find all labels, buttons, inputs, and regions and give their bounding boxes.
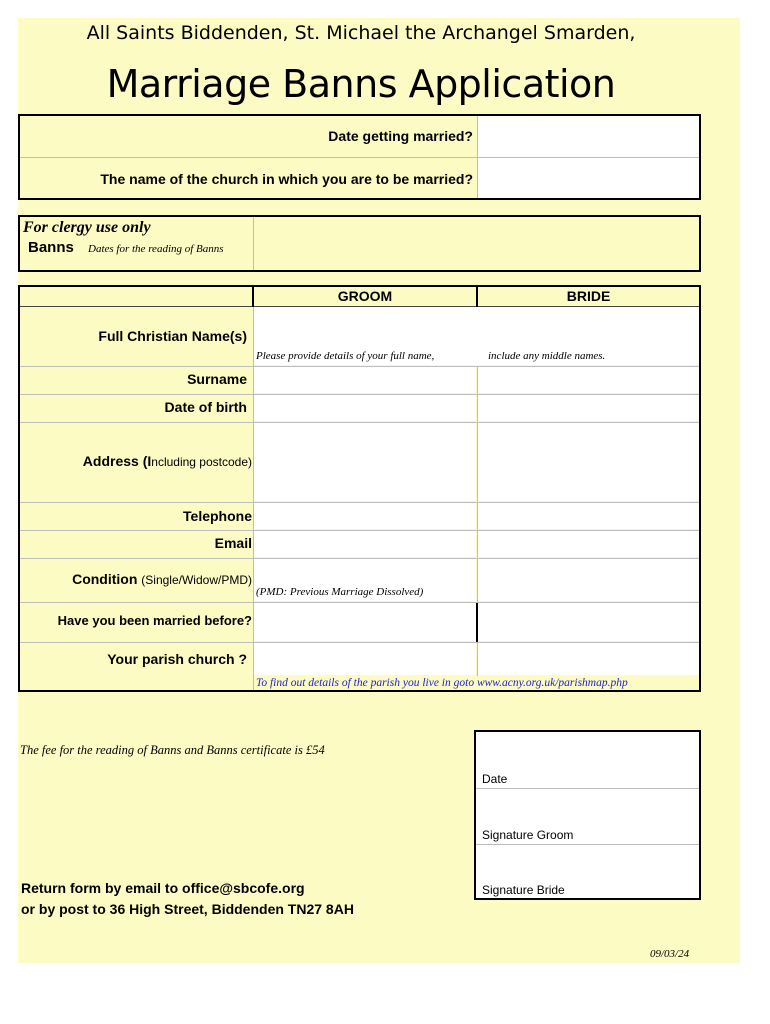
church-name-field[interactable] [478, 158, 699, 198]
parishes-heading: All Saints Biddenden, St. Michael the Archangel Smarden, [86, 22, 636, 44]
clergy-box [18, 215, 701, 272]
telephone-label: Telephone [183, 508, 252, 524]
banns-label: Banns [28, 239, 74, 256]
divider [20, 157, 699, 158]
divider [20, 422, 699, 423]
bride-parish-field[interactable] [478, 643, 699, 675]
clergy-heading: For clergy use only [23, 219, 151, 236]
address-label-detail: ncluding postcode) [151, 455, 252, 469]
bride-address-field[interactable] [478, 423, 699, 501]
bride-signature-label: Signature Bride [482, 883, 565, 897]
condition-label-detail: (Single/Widow/PMD) [141, 573, 252, 587]
condition-label-main: Condition [72, 571, 138, 587]
date-married-label: Date getting married? [328, 128, 473, 144]
divider [20, 530, 699, 531]
divider [20, 394, 699, 395]
divider [20, 502, 699, 503]
date-sign-field[interactable] [476, 732, 699, 787]
groom-email-field[interactable] [254, 531, 476, 557]
fee-text: The fee for the reading of Banns and Banns certificate is £54 [20, 743, 325, 757]
bride-surname-field[interactable] [478, 367, 699, 393]
surname-label: Surname [187, 371, 247, 387]
married-before-label: Have you been married before? [57, 613, 252, 628]
divider [253, 307, 254, 690]
date-sign-label: Date [482, 772, 508, 786]
signature-box [474, 730, 701, 900]
applicant-table [18, 285, 701, 692]
page-title: Marriage Banns Application [106, 62, 616, 106]
parish-label: Your parish church ? [107, 651, 247, 667]
bride-header: BRIDE [566, 288, 611, 304]
groom-signature-label: Signature Groom [482, 828, 574, 842]
bride-condition-field[interactable] [478, 559, 699, 601]
groom-address-field[interactable] [254, 423, 476, 501]
divider [20, 366, 699, 367]
version-date: 09/03/24 [650, 948, 690, 960]
groom-married-before-field[interactable] [254, 603, 476, 641]
full-name-label: Full Christian Name(s) [98, 328, 247, 344]
parish-map-link[interactable]: To find out details of the parish you live in goto www.acny.org.uk/parishmap.php [256, 677, 628, 689]
church-name-label: The name of the church in which you are to be married? [100, 171, 473, 187]
divider [20, 558, 699, 559]
divider [476, 287, 478, 307]
divider [20, 642, 699, 643]
divider [477, 116, 478, 198]
return-email: Return form by email to office@sbcofe.org [21, 880, 305, 896]
bride-dob-field[interactable] [478, 395, 699, 421]
address-label-main: Address (I [82, 453, 152, 469]
date-married-field[interactable] [478, 116, 699, 157]
bride-email-field[interactable] [478, 531, 699, 557]
condition-hint: (PMD: Previous Marriage Dissolved) [256, 586, 424, 598]
groom-telephone-field[interactable] [254, 503, 476, 529]
groom-dob-field[interactable] [254, 395, 476, 421]
dob-label: Date of birth [164, 399, 247, 415]
wedding-details-box [18, 114, 701, 200]
return-info [21, 878, 354, 920]
full-name-hint: Please provide details of your full name, [256, 350, 435, 362]
groom-surname-field[interactable] [254, 367, 476, 393]
address-label [83, 453, 252, 469]
bride-married-before-field[interactable] [478, 603, 699, 641]
bride-telephone-field[interactable] [478, 503, 699, 529]
groom-parish-field[interactable] [254, 643, 476, 675]
divider [252, 287, 254, 307]
middle-name-hint: include any middle names. [488, 350, 606, 362]
condition-label [72, 571, 252, 587]
divider [20, 602, 699, 603]
form-page [18, 18, 740, 963]
banns-note: Dates for the reading of Banns [88, 243, 224, 255]
email-label: Email [214, 535, 252, 551]
banns-dates-field[interactable] [254, 217, 699, 270]
return-post: or by post to 36 High Street, Biddenden TN27 8AH [21, 901, 354, 917]
groom-header: GROOM [337, 288, 393, 304]
divider [476, 603, 478, 642]
